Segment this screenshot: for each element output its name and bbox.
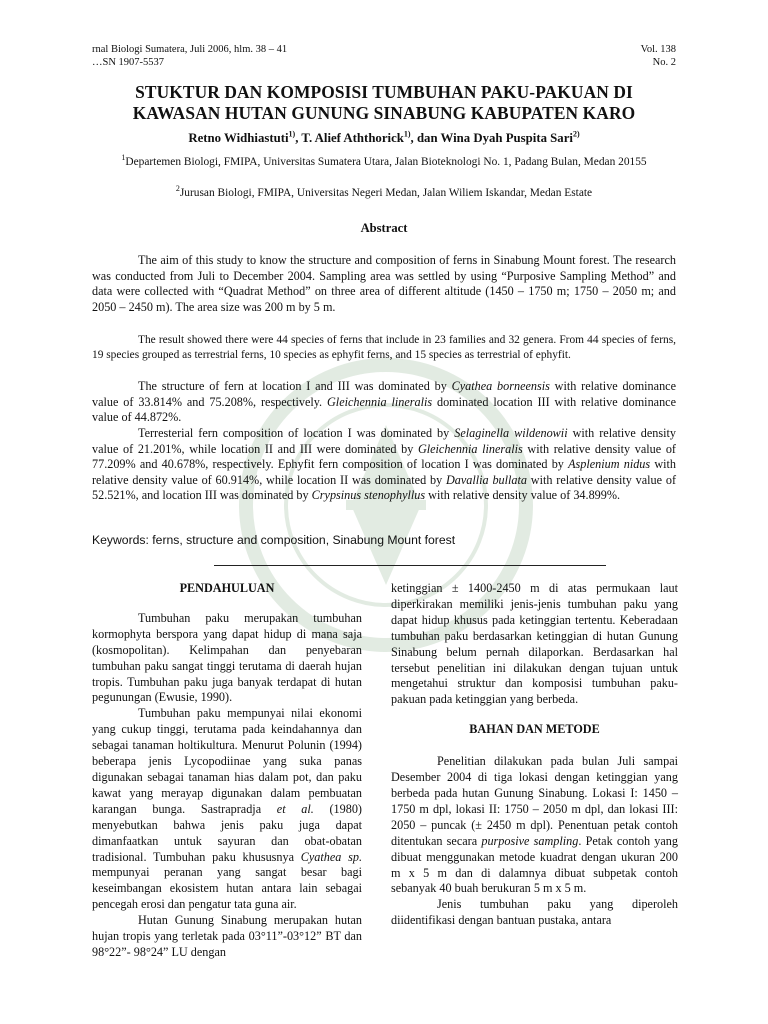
affiliation-1: $^1$Departemen Biologi, FMIPA, Universitas Sumatera Utara, Jalan Bioteknologi No. 1, Padang Bulan, Medan 20155 bbox=[121, 153, 647, 168]
body-paragraph: Penelitian dilakukan pada bulan Juli sampai Desember 2004 di tiga lokasi dengan ketinggian yang berbeda pada hutan Gunung Sinabung. Lokasi I: 1450 – 1750 m dpl, lokasi II: 1750 – 2050 m dpl, dan lokasi III: 2050 – puncak (± 2450 m dpl). Penentuan petak contoh ditentukan secara purposive sampling. Petak contoh yang dibuat menggunakan metode kuadrat dengan ukuran 200 m x 5 m dan di dalamnya dibuat subpetak contoh sebanyak 40 buah berukuran 5 m x 5 m. bbox=[391, 754, 678, 896]
journal-citation: rnal Biologi Sumatera, Juli 2006, hlm. 38 – 41 bbox=[92, 44, 288, 55]
body-paragraph: Tumbuhan paku merupakan tumbuhan kormophyta berspora yang dapat hidup di mana saja (kosmopolitan). Kelimpahan dan penyebaran tumbuhan paku sangat tinggi terutama di daerah hujan tropis. Tumbuhan paku juga banyak terdapat di hutan pegunungan (Ewusie, 1990). bbox=[92, 610, 362, 705]
abstract-paragraph-3: The structure of fern at location I and III was dominated by Cyathea borneensis with relative dominance value of 33.814% and 75.208%, respectively. Gleichennia lineralis dominated location III with relative dominance value of 44.872%. bbox=[92, 379, 676, 425]
issue-number: No. 2 bbox=[652, 57, 676, 68]
author-list: Retno Widhiastuti$^{1)}$, T. Alief Aththorick$^{1)}$, dan Wina Dyah Puspita Sari$^{2)}$ bbox=[188, 129, 580, 145]
section-divider bbox=[214, 565, 606, 566]
section-heading-introduction: PENDAHULUAN bbox=[179, 581, 275, 595]
running-header-line2 bbox=[92, 57, 676, 69]
body-paragraph: ketinggian ± 1400-2450 m di atas permukaan laut diperkirakan memiliki jenis-jenis tumbuhan paku yang dapat hidup khusus pada ketinggian tertentu. Keberadaan tumbuhan paku berdasarkan ketinggian di hutan Gunung Sinabung belum pernah dilaporkan. Berdasarkan hal tersebut penelitian ini dilakukan dengan tujuan untuk mengetahui struktur dan komposisi tumbuhan paku-pakuan pada ketinggian yang berbeda. bbox=[391, 581, 678, 707]
left-column bbox=[92, 581, 362, 961]
issn: …SN 1907-5537 bbox=[92, 57, 165, 68]
body-paragraph: Tumbuhan paku mempunyai nilai ekonomi yang cukup tinggi, terutama pada keindahannya dan sebagai tanaman holtikultura. Menurut Polunin (1994) beberapa jenis Lycopodiinae yang suka panas digunakan sebagai tanaman hias dalam pot, dan paku kawat yang merayap digunakan dalam pembuatan karangan bunga. Sastrapradja et al. (1980) menyebutkan bahwa jenis paku juga dapat dimanfaatkan untuk sayuran dan obat-obatan tradisional. Tumbuhan paku khususnya Cyathea sp. mempunyai peranan yang sangat besar bagi keseimbangan ekosistem hutan antara lain sebagai pencegah erosi dan pengatur tata guna air. bbox=[92, 706, 363, 912]
abstract-heading: Abstract bbox=[360, 221, 408, 235]
paper-title bbox=[92, 82, 676, 124]
abstract-paragraph-2: The result showed there were 44 species of ferns that include in 23 families and 32 genera. From 44 species of ferns, 19 species grouped as terrestrial ferns, 10 species as ephyfit ferns, and 15 species as terrestrial of ephyfit. bbox=[92, 334, 676, 362]
title-line-2: KAWASAN HUTAN GUNUNG SINABUNG KABUPATEN KARO bbox=[132, 103, 636, 123]
body-paragraph: Hutan Gunung Sinabung merupakan hutan hujan tropis yang terletak pada 03°11”-03°12” BT dan 98°22”- 98°24” LU dengan bbox=[92, 913, 362, 959]
abstract-paragraph-1: The aim of this study to know the structure and composition of ferns in Sinabung Mount forest. The research was conducted from Juli to December 2004. Sampling area was settled by using “Purposive Sampling Method” and data were collected with “Quadrat Method” on three area of different altitude (1450 – 1750 m; 1750 – 2050 m; and 2050 – 2450 m). The area size was 200 m by 5 m. bbox=[92, 253, 676, 314]
volume-label: Vol. 138 bbox=[640, 44, 676, 55]
title-line-1: STUKTUR DAN KOMPOSISI TUMBUHAN PAKU-PAKUAN DI bbox=[135, 82, 633, 102]
section-heading-methods: BAHAN DAN METODE bbox=[469, 722, 600, 737]
affiliation-2: $^2$Jurusan Biologi, FMIPA, Universitas Negeri Medan, Jalan Wiliem Iskandar, Medan Estate bbox=[175, 184, 593, 199]
running-header-line1 bbox=[92, 44, 676, 56]
keywords: Keywords: ferns, structure and composition, Sinabung Mount forest bbox=[92, 533, 456, 547]
right-column bbox=[391, 581, 678, 929]
body-paragraph: Jenis tumbuhan paku yang diperoleh diidentifikasi dengan bantuan pustaka, antara bbox=[391, 897, 678, 928]
abstract-paragraph-4: Terresterial fern composition of location I was dominated by Selaginella wildenowii with relative density value of 21.201%, while location II and III were dominated by Gleichennia lineralis with relative density value of 77.209% and 40.678%, respectively. Ephyfit fern composition of location I was dominated by Asplenium nidus with relative density value of 60.914%, while location II was dominated by Davallia bullata with relative density value of 52.521%, and location III was dominated by Crypsinus stenophyllus with relative density value of 34.899%. bbox=[92, 426, 676, 503]
